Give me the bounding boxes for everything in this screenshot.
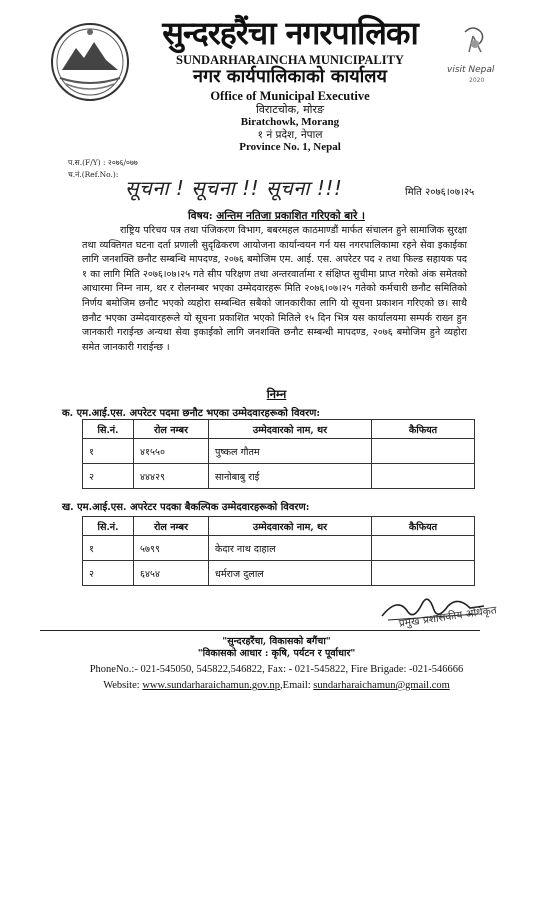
email-link[interactable]: sundarharaichamun@gmail.com <box>313 680 450 691</box>
cell-name: केदार नाथ दाहाल <box>209 536 372 561</box>
cell-name: पुष्कल गौतम <box>209 439 372 464</box>
footer-web <box>0 680 553 691</box>
email-label: ,Email: <box>280 680 311 691</box>
cell-remarks <box>372 464 475 489</box>
address-en: Biratchowk, Morang <box>240 116 340 128</box>
cell-name: सानोबाबु राई <box>209 464 372 489</box>
municipality-title-np: सुन्दरहरैंचा नगरपालिका <box>162 14 418 52</box>
cell-roll: ६४५४ <box>134 561 209 586</box>
footer-slogan-1: "सुन्दरहरैंचा, विकासको बगैंचा" <box>222 636 331 647</box>
cell-roll: ५७९९ <box>134 536 209 561</box>
office-title-en: Office of Municipal Executive <box>210 89 370 103</box>
header-remarks: कैफियत <box>372 420 475 439</box>
notice-heading: सूचना ! सूचना !! सूचना !!! <box>125 176 343 200</box>
section-b-table <box>82 516 475 586</box>
cell-sn: १ <box>83 439 134 464</box>
header-roll: रोल नम्बर <box>134 420 209 439</box>
table-row <box>83 536 475 561</box>
header-remarks: कैफियत <box>372 517 475 536</box>
subject-text: अन्तिम नतिजा प्रकाशित गरिएको बारे । <box>216 210 365 222</box>
municipality-title-en: SUNDARHARAINCHA MUNICIPALITY <box>176 53 404 67</box>
ref-number: च.नं.(Ref.No.): <box>68 170 119 179</box>
table-row <box>83 561 475 586</box>
fiscal-year-ref: प.स.(F/Y) : २०७६/०७७ <box>68 158 138 167</box>
following-heading: निम्न <box>266 387 287 401</box>
municipality-logo <box>40 18 140 106</box>
signature-title: प्रमुख प्रशासकीय अधिकृत <box>398 604 498 630</box>
header-name: उम्मेदवारको नाम, थर <box>209 420 372 439</box>
subject-line <box>0 209 553 223</box>
visit-nepal-year: 2020 <box>469 77 485 84</box>
website-label: Website: <box>103 680 140 691</box>
footer-divider <box>40 630 480 631</box>
footer-phone: PhoneNo.:- 021-545050, 545822,546822, Fax: - 021-545822, Fire Brigade: -021-546666 <box>89 664 464 675</box>
header-roll: रोल नम्बर <box>134 517 209 536</box>
visit-nepal-logo <box>443 22 509 100</box>
section-a-label: क. एम.आई.एस. अपरेटर पदमा छनौट भएका उम्मेदवारहरूको विवरण: <box>62 408 321 419</box>
table-header-row <box>83 420 475 439</box>
cell-sn: १ <box>83 536 134 561</box>
notice-body: राष्ट्रिय परिचय पत्र तथा पंजिकरण विभाग, बबरमहल काठमाण्डौं मार्फत संचालन हुने सामाजिक सुरक्षा तथा व्यक्तिगत घटना दर्ता प्रणाली सुदृढिकरण आयोजना कार्यान्वयन गर्न यस नगरपालिकामा रहने सेवा इकाईका लागि जनशक्ति छनौट सम्बन्धि मापदण्ड, २०७६ बमोजिम एम. आई. एस. अपरेटर पद २ तथा फिल्ड सहायक पद १ का लागि मिति २०७६।०७।२५ गते सीप परिक्षण तथा अन्तरवार्तामा र संक्षिप्त सुचीमा प्राप्त गरेको अंक समेतको आधारमा निम्न नाम, थर र रोलनम्बर भएका उम्मेदवारहरू मिति २०७६।०७।२५ गतेको कर्मचारी छनौट समितिको निर्णय बमोजिम छनौट भएको व्यहोरा सम्बन्धित सबैको जानकारीका लागि यो सूचना प्रकाशन गरिएको छ। साथै छनौट भएका उम्मेदवारहरूले यो सूचना प्रकाशित भएको मितिले १५ दिन भित्र यस कार्यालयमा सम्पर्क राख्न हुन जानकारी गराईन्छ अन्यथा सेवा इकाईको लागि जनशक्ति छनौट सम्बन्धी मापदण्ड, २०७६ बमोजिम हुने व्यहोरा समेत जानकारी गराईन्छ । <box>82 225 467 353</box>
address-np: विराटचोक, मोरङ <box>255 103 325 116</box>
table-row <box>83 464 475 489</box>
province-np: १ नं प्रदेश, नेपाल <box>257 129 323 141</box>
header-sn: सि.नं. <box>83 420 134 439</box>
header-sn: सि.नं. <box>83 517 134 536</box>
visit-nepal-text: visit Nepal <box>447 65 495 75</box>
province-en: Province No. 1, Nepal <box>239 141 341 153</box>
section-b-label: ख. एम.आई.एस. अपरेटर पदका बैकल्पिक उम्मेदवारहरूको विवरण: <box>62 502 310 513</box>
cell-roll: ४४४२९ <box>134 464 209 489</box>
notice-date: मिति २०७६।०७।२५ <box>405 187 475 198</box>
office-title-np: नगर कार्यपालिकाको कार्यालय <box>193 66 387 87</box>
subject-prefix: विषय: <box>188 210 213 222</box>
section-a-table <box>82 419 475 489</box>
website-link[interactable]: www.sundarharaichamun.gov.np <box>142 680 281 691</box>
header-name: उम्मेदवारको नाम, थर <box>209 517 372 536</box>
cell-remarks <box>372 561 475 586</box>
cell-sn: २ <box>83 561 134 586</box>
table-row <box>83 439 475 464</box>
cell-roll: ४१५५० <box>134 439 209 464</box>
cell-remarks <box>372 439 475 464</box>
footer-slogan-2: "विकासको आधार : कृषि, पर्यटन र पूर्वाधार" <box>197 648 356 659</box>
table-header-row <box>83 517 475 536</box>
cell-sn: २ <box>83 464 134 489</box>
cell-name: धर्मराज दुलाल <box>209 561 372 586</box>
cell-remarks <box>372 536 475 561</box>
